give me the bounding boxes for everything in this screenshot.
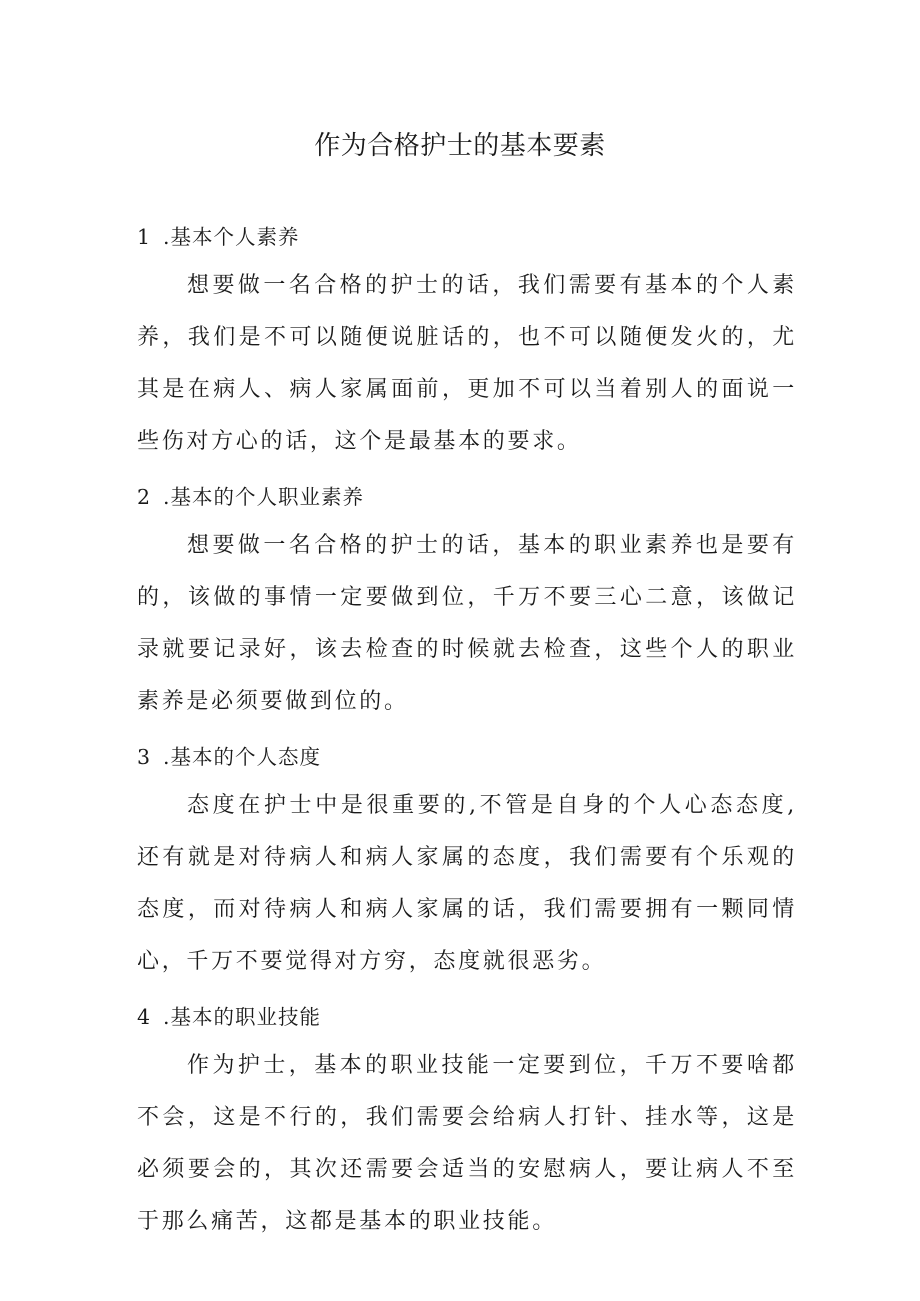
section-heading-text: .基本的个人职业素养 <box>163 485 365 509</box>
section-number: 4 <box>137 1005 152 1029</box>
section-heading <box>137 220 797 260</box>
section-1 <box>137 220 797 468</box>
section-paragraph: 想要做一名合格的护士的话，基本的职业素养也是要有的，该做的事情一定要做到位，千万不要三心二意，该做记录就要记录好，该去检查的时候就去检查，这些个人的职业素养是必须要做到位的。 <box>137 533 797 714</box>
section-paragraph: 态度在护士中是很重要的,不管是自身的个人心态态度,还有就是对待病人和病人家属的态度，我们需要有个乐观的态度，而对待病人和病人家属的话，我们需要拥有一颗同情心，千万不要觉得对方穷，态度就很恶劣。 <box>137 793 797 974</box>
section-paragraph: 作为护士，基本的职业技能一定要到位，千万不要啥都不会，这是不行的，我们需要会给病人打针、挂水等，这是必须要会的，其次还需要会适当的安慰病人，要让病人不至于那么痛苦，这都是基本的职业技能。 <box>137 1053 797 1234</box>
section-heading <box>137 480 797 520</box>
section-heading-text: .基本个人素养 <box>163 225 300 249</box>
document-body <box>137 220 797 1260</box>
section-3 <box>137 740 797 988</box>
section-heading <box>137 1000 797 1040</box>
section-number: 3 <box>137 745 152 769</box>
section-paragraph: 想要做一名合格的护士的话，我们需要有基本的个人素养，我们是不可以随便说脏话的，也不可以随便发火的，尤其是在病人、病人家属面前，更加不可以当着别人的面说一些伤对方心的话，这个是最基本的要求。 <box>137 273 797 454</box>
section-number: 1 <box>137 225 152 249</box>
section-heading <box>137 740 797 780</box>
section-2 <box>137 480 797 728</box>
section-heading-text: .基本的个人态度 <box>163 745 322 769</box>
section-number: 2 <box>137 485 152 509</box>
section-heading-text: .基本的职业技能 <box>163 1005 322 1029</box>
document-title: 作为合格护士的基本要素 <box>314 131 606 161</box>
section-4 <box>137 1000 797 1248</box>
